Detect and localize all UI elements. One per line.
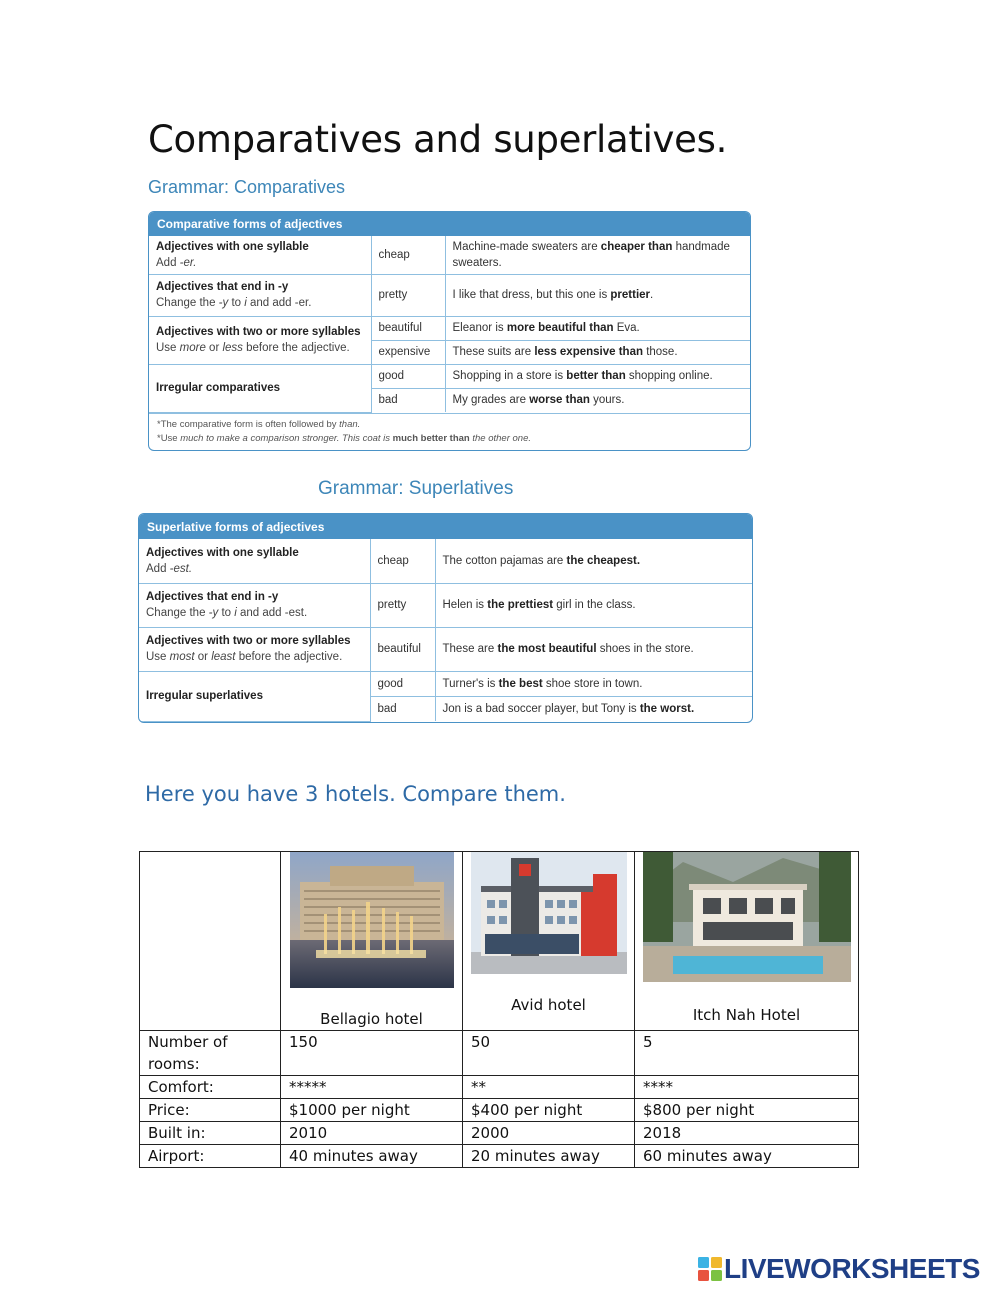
table-row	[139, 583, 752, 627]
itch-nah-hotel-image	[643, 852, 851, 982]
page-title: Comparatives and superlatives.	[148, 118, 728, 161]
table-row	[139, 671, 752, 696]
example-cell: The cotton pajamas are the cheapest.	[435, 539, 752, 583]
adjective-cell: pretty	[371, 274, 445, 316]
adjective-cell: good	[370, 671, 435, 696]
table-row	[149, 236, 750, 274]
table-cell: 5	[635, 1031, 859, 1076]
table-row	[140, 1076, 859, 1099]
example-cell: Eleanor is more beautiful than Eva.	[445, 316, 750, 340]
table-row	[140, 1099, 859, 1122]
superlatives-table-title: Superlative forms of adjectives	[139, 514, 752, 539]
table-cell: 50	[463, 1031, 635, 1076]
hotel-name: Bellagio hotel	[320, 1010, 423, 1028]
hotel-column-avid	[463, 852, 635, 1031]
example-cell: I like that dress, but this one is prettier.	[445, 274, 750, 316]
category-cell: Adjectives that end in -y Change the -y to i and add -er.	[149, 274, 371, 316]
liveworksheets-wordmark: LIVEWORKSHEETS	[724, 1253, 980, 1284]
adjective-cell: bad	[370, 696, 435, 721]
hotel-name: Avid hotel	[511, 996, 586, 1014]
example-cell: Helen is the prettiest girl in the class.	[435, 583, 752, 627]
table-cell: *****	[281, 1076, 463, 1099]
example-cell: My grades are worse than yours.	[452, 394, 625, 407]
table-row	[139, 627, 752, 671]
row-label: Number of rooms:	[140, 1031, 281, 1076]
table-cell: $400 per night	[463, 1099, 635, 1122]
table-row	[140, 852, 859, 1031]
example-cell: Jon is a bad soccer player, but Tony is the worst.	[442, 702, 695, 715]
adjective-cell: bad	[371, 388, 445, 412]
category-cell: Irregular superlatives	[139, 671, 370, 721]
table-row	[140, 1145, 859, 1168]
empty-corner-cell	[140, 852, 281, 1031]
table-cell: 150	[281, 1031, 463, 1076]
category-cell: Adjectives with one syllable Add -est.	[139, 539, 370, 583]
table-row	[149, 274, 750, 316]
table-cell: 60 minutes away	[635, 1145, 859, 1168]
hotels-intro: Here you have 3 hotels. Compare them.	[145, 782, 566, 806]
hotel-name: Itch Nah Hotel	[692, 1006, 801, 1024]
example-cell: These are the most beautiful shoes in the store.	[435, 627, 752, 671]
row-label: Comfort:	[140, 1076, 281, 1099]
adjective-cell: beautiful	[370, 627, 435, 671]
table-cell: 2018	[635, 1122, 859, 1145]
bellagio-hotel-image	[290, 852, 454, 988]
category-cell: Adjectives with two or more syllables Use most or least before the adjective.	[139, 627, 370, 671]
comparatives-table	[148, 211, 751, 451]
row-label: Price:	[140, 1099, 281, 1122]
hotel-column-itch-nah	[635, 852, 859, 1031]
example-cell: Machine-made sweaters are cheaper than handmade sweaters.	[445, 236, 750, 274]
category-cell: Adjectives with one syllable Add -er.	[149, 236, 371, 274]
row-label: Airport:	[140, 1145, 281, 1168]
note-line: *Use much to make a comparison stronger. This coat is much better than the other one.	[157, 432, 532, 444]
comparatives-heading: Grammar: Comparatives	[148, 177, 346, 197]
example-cell: Shopping in a store is better than shopping online.	[445, 364, 750, 388]
row-label: Built in:	[140, 1122, 281, 1145]
adjective-cell: beautiful	[371, 316, 445, 340]
adjective-cell: cheap	[371, 236, 445, 274]
note-line: *The comparative form is often followed by than.	[157, 418, 361, 430]
adjective-cell: cheap	[370, 539, 435, 583]
table-row	[140, 1122, 859, 1145]
example-cell: Turner's is the best shoe store in town.	[435, 671, 752, 696]
adjective-cell: pretty	[370, 583, 435, 627]
table-cell: 2000	[463, 1122, 635, 1145]
table-row	[139, 539, 752, 583]
superlatives-table	[138, 513, 753, 723]
category-cell: Adjectives with two or more syllables Use more or less before the adjective.	[149, 316, 371, 364]
liveworksheets-logo-icon	[698, 1257, 722, 1281]
comparatives-table-title: Comparative forms of adjectives	[149, 212, 750, 236]
table-cell: 20 minutes away	[463, 1145, 635, 1168]
table-row	[149, 364, 750, 388]
table-row	[149, 316, 750, 340]
adjective-cell: good	[371, 364, 445, 388]
table-cell: $1000 per night	[281, 1099, 463, 1122]
superlatives-heading: Grammar: Superlatives	[318, 478, 514, 499]
example-cell: These suits are less expensive than those.	[445, 340, 750, 364]
table-cell: $800 per night	[635, 1099, 859, 1122]
hotel-comparison-table	[139, 851, 859, 1168]
avid-hotel-image	[471, 852, 627, 974]
category-cell: Irregular comparatives	[149, 364, 371, 412]
hotel-column-bellagio	[281, 852, 463, 1031]
liveworksheets-brand	[698, 1253, 980, 1285]
table-cell: 2010	[281, 1122, 463, 1145]
adjective-cell: expensive	[371, 340, 445, 364]
category-cell: Adjectives that end in -y Change the -y to i and add -est.	[139, 583, 370, 627]
comparatives-notes	[149, 413, 750, 450]
table-cell: **	[463, 1076, 635, 1099]
table-cell: ****	[635, 1076, 859, 1099]
table-row	[140, 1031, 859, 1076]
table-cell: 40 minutes away	[281, 1145, 463, 1168]
